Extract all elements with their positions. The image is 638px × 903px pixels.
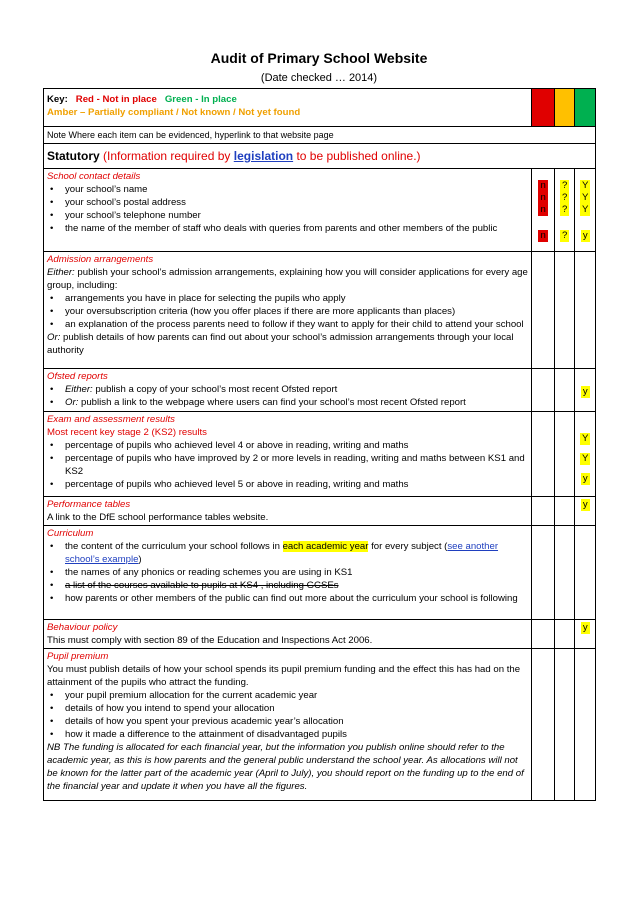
audit-table: [43, 88, 596, 801]
behaviour-red-cell: [532, 620, 555, 649]
list-item: • your oversubscription criteria (how you offer places if there are more applicants than places): [47, 305, 528, 318]
amber-mark: ?: [562, 230, 568, 241]
list-item: • an explanation of the process parents need to follow if they want to apply for their child to attend your school: [47, 318, 528, 331]
or-text: publish details of how parents can find out about your school’s admission arrangements through your local authority: [47, 332, 514, 356]
list-item: • percentage of pupils who achieved level 5 or above in reading, writing and maths: [47, 478, 528, 491]
key-amber: Amber – Partially compliant / Not known / Not yet found: [47, 107, 301, 118]
or-label: Or:: [47, 332, 61, 343]
green-mark: Y: [582, 180, 589, 191]
either-label: Either:: [47, 267, 75, 278]
key-label: Key:: [47, 94, 68, 105]
amber-column-header: [554, 89, 575, 127]
premium-nb: NB The funding is allocated for each financial year, but the information you publish online should refer to the academic year, as this is how parents and the general public understand the school year. As allocations will not be known for the latter part of the academic year (April to July), you should report on the funding up to the end of the financial year and update it when you have all the figures.: [47, 742, 524, 792]
statutory-pre: (Information required by: [103, 149, 231, 163]
curriculum-item1-a: the content of the curriculum your school follows in: [65, 541, 280, 552]
note-row: [44, 127, 596, 144]
admission-red-cell: [532, 252, 555, 369]
ofsted-green-cell: [575, 369, 596, 412]
list-item: • how it made a difference to the attainment of disadvantaged pupils: [47, 728, 528, 741]
ofsted-heading: Ofsted reports: [47, 371, 108, 382]
behaviour-text: This must comply with section 89 of the Education and Inspections Act 2006.: [47, 635, 373, 646]
premium-row: [44, 649, 596, 801]
green-mark: y: [582, 622, 588, 633]
red-mark: n: [540, 180, 546, 191]
ofsted-item-text: publish a link to the webpage where users can find your school’s most recent Ofsted report: [81, 397, 466, 408]
red-mark: n: [540, 192, 546, 203]
admission-green-cell: [575, 252, 596, 369]
exam-list: [47, 439, 528, 491]
performance-heading: Performance tables: [47, 499, 131, 510]
amber-mark: ?: [562, 192, 568, 203]
key-green: Green - In place: [164, 94, 237, 105]
admission-heading: Admission arrangements: [47, 254, 154, 265]
page-subtitle: (Date checked … 2014): [260, 72, 378, 84]
list-item: • your pupil premium allocation for the current academic year: [47, 689, 528, 702]
contact-red-cell: [532, 169, 555, 252]
contact-list: [47, 183, 528, 235]
key-row: [44, 89, 596, 127]
exam-red-cell: [532, 412, 555, 497]
admission-amber-cell: [554, 252, 575, 369]
list-item: [47, 396, 528, 409]
admission-list: [47, 292, 528, 331]
premium-heading: Pupil premium: [47, 651, 109, 662]
either-text: publish your school’s admission arrangements, explaining how you will consider applications for every age group, including:: [47, 267, 528, 291]
behaviour-cell: [44, 620, 532, 649]
admission-row: [44, 252, 596, 369]
exam-amber-cell: [554, 412, 575, 497]
exam-green-cell: [575, 412, 596, 497]
behaviour-amber-cell: [554, 620, 575, 649]
amber-mark: ?: [562, 204, 568, 215]
list-item: • percentage of pupils who achieved level 4 or above in reading, writing and maths: [47, 439, 528, 452]
ofsted-amber-cell: [554, 369, 575, 412]
green-column-header: [575, 89, 596, 127]
red-mark: n: [540, 230, 546, 241]
or-label: Or:: [65, 397, 79, 408]
curriculum-amber-cell: [554, 526, 575, 620]
contact-amber-cell: [554, 169, 575, 252]
exam-heading: Exam and assessment results: [47, 414, 175, 425]
behaviour-row: [44, 620, 596, 649]
curriculum-row: [44, 526, 596, 620]
ofsted-row: [44, 369, 596, 412]
contact-row: [44, 169, 596, 252]
key-cell: [44, 89, 532, 127]
performance-text: A link to the DfE school performance tables website.: [47, 512, 269, 523]
list-item: • details of how you spent your previous academic year’s allocation: [47, 715, 528, 728]
list-item: • your school’s telephone number: [47, 209, 528, 222]
ofsted-list: [47, 383, 528, 409]
ofsted-item-text: publish a copy of your school’s most recent Ofsted report: [95, 384, 338, 395]
list-item: • percentage of pupils who have improved by 2 or more levels in reading, writing and maths between KS1 and KS2: [47, 452, 528, 478]
curriculum-cell: [44, 526, 532, 620]
curriculum-heading: Curriculum: [47, 528, 94, 539]
statutory-heading: [44, 144, 596, 169]
list-item: • your school’s name: [47, 183, 528, 196]
either-label: Either:: [65, 384, 93, 395]
curriculum-red-cell: [532, 526, 555, 620]
contact-heading: School contact details: [47, 171, 141, 182]
statutory-row: [44, 144, 596, 169]
green-mark: Y: [582, 433, 589, 444]
exam-row: [44, 412, 596, 497]
list-item: • a list of the courses available to pupils at KS4 , including GCSEs: [47, 579, 528, 592]
performance-cell: [44, 497, 532, 526]
green-mark: y: [582, 230, 588, 241]
premium-list: [47, 689, 528, 741]
admission-cell: [44, 252, 532, 369]
list-item: [47, 383, 528, 396]
admission-either: [47, 266, 528, 292]
list-item: • how parents or other members of the public can find out more about the curriculum your school is following: [47, 592, 528, 605]
performance-red-cell: [532, 497, 555, 526]
curriculum-green-cell: [575, 526, 596, 620]
curriculum-list: [47, 540, 528, 605]
red-mark: n: [540, 204, 546, 215]
curriculum-item1-b: for every subject (: [371, 541, 448, 552]
green-mark: Y: [582, 204, 589, 215]
page-title: Audit of Primary School Website: [210, 50, 428, 66]
behaviour-green-cell: [575, 620, 596, 649]
premium-red-cell: [532, 649, 555, 801]
key-red: Red - Not in place: [75, 94, 157, 105]
exam-cell: [44, 412, 532, 497]
list-item: • details of how you intend to spend your allocation: [47, 702, 528, 715]
performance-green-cell: [575, 497, 596, 526]
list-item: • your school’s postal address: [47, 196, 528, 209]
performance-row: [44, 497, 596, 526]
red-column-header: [532, 89, 555, 127]
statutory-post: to be published online.): [296, 149, 421, 163]
premium-green-cell: [575, 649, 596, 801]
statutory-label: Statutory: [47, 149, 100, 163]
list-item: • arrangements you have in place for selecting the pupils who apply: [47, 292, 528, 305]
green-mark: y: [582, 386, 588, 397]
ofsted-red-cell: [532, 369, 555, 412]
admission-or: [47, 331, 528, 357]
premium-text: You must publish details of how your school spends its pupil premium funding and the effect this has had on the attainment of the pupils who attract the funding.: [47, 664, 521, 688]
behaviour-heading: Behaviour policy: [47, 622, 118, 633]
note-text: Note Where each item can be evidenced, hyperlink to that website page: [44, 127, 596, 144]
premium-amber-cell: [554, 649, 575, 801]
legislation-link[interactable]: legislation: [233, 149, 294, 163]
premium-cell: [44, 649, 532, 801]
curriculum-item1-c: ): [138, 554, 142, 565]
list-item: • the name of the member of staff who deals with queries from parents and other members of the public: [47, 222, 528, 235]
exam-subheading: Most recent key stage 2 (KS2) results: [47, 427, 207, 438]
highlighted-text: each academic year: [282, 541, 369, 552]
performance-amber-cell: [554, 497, 575, 526]
green-mark: Y: [582, 453, 589, 464]
contact-green-cell: [575, 169, 596, 252]
green-mark: y: [582, 473, 588, 484]
list-item: • the names of any phonics or reading schemes you are using in KS1: [47, 566, 528, 579]
amber-mark: ?: [562, 180, 568, 191]
example-link[interactable]: see another school’s example: [65, 541, 499, 565]
green-mark: Y: [582, 192, 589, 203]
green-mark: y: [582, 499, 588, 510]
list-item: [47, 540, 528, 566]
contact-cell: [44, 169, 532, 252]
ofsted-cell: [44, 369, 532, 412]
